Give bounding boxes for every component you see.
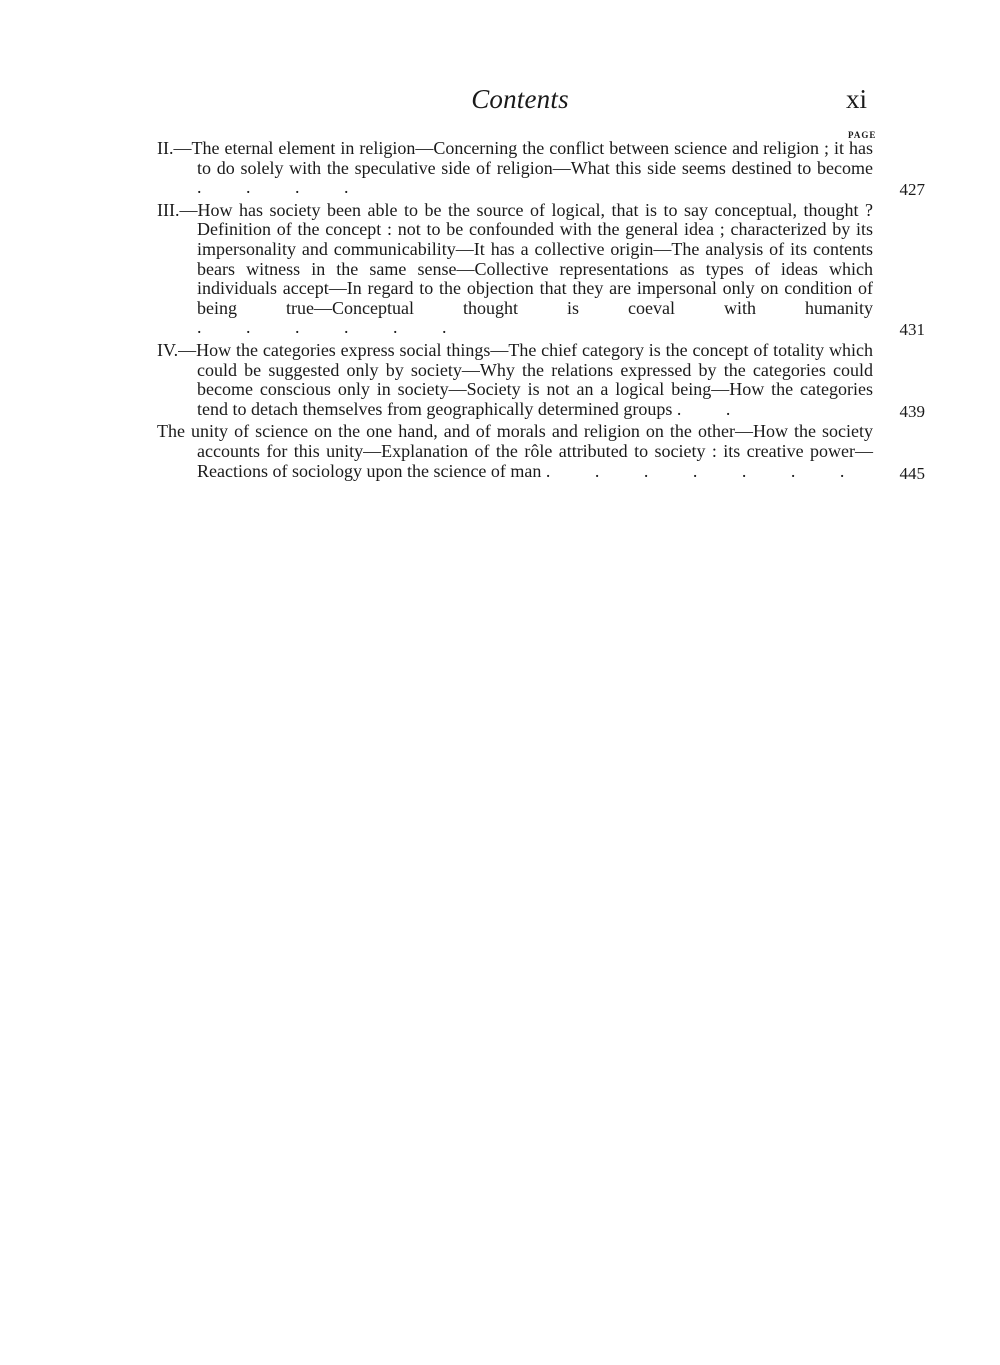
toc-entry-page: 427 bbox=[899, 180, 925, 200]
toc-entry-page: 445 bbox=[899, 463, 925, 483]
toc-entry-page: 431 bbox=[899, 320, 925, 340]
page-column-label: PAGE bbox=[848, 130, 877, 140]
dot-leaders: . . . . . . . bbox=[545, 460, 865, 481]
page-number: xi bbox=[846, 84, 868, 114]
toc-entry bbox=[157, 199, 925, 340]
toc-entry-text: The unity of science on the one hand, and of morals and religion on the other—How the society accounts for this unity—Explanation of the rôle attributed to society : its creative power—Reactions of sociology upon the science of man bbox=[157, 421, 873, 481]
toc-entry-text: IV.—How the categories express social things—The chief category is the concept of totality which could be suggested only by society—Why the relations expressed by the categories could become conscious only in society—Society is not an a logical being—How the categories tend to detach themselves from geographically determined groups bbox=[157, 339, 873, 419]
toc-entry bbox=[157, 339, 925, 421]
toc-entry-text: II.—The eternal element in religion—Concerning the conflict between science and religion ; it has to do solely with the speculative side of religion—What this side seems destined to become bbox=[157, 138, 873, 178]
dot-leaders: . . . . bbox=[197, 177, 369, 198]
running-title: Contents bbox=[471, 84, 569, 114]
toc-entry-text: III.—How has society been able to be the source of logical, that is to say conceptual, thought ? Definition of the concept : not to be confounded with the general idea ; characterized by its impersonality and communicability—It has a collective origin—The analysis of its contents bears witness in the same sense—Collective representations as types of ideas which individuals accept—In regard to the objection that they are impersonal only on condition of being true—Conceptual thought is coeval with humanity bbox=[157, 199, 873, 318]
table-of-contents bbox=[157, 138, 925, 483]
dot-leaders: . . bbox=[676, 398, 751, 419]
toc-entry-page: 439 bbox=[899, 401, 925, 421]
toc-entry bbox=[157, 421, 925, 483]
toc-entry bbox=[157, 138, 925, 200]
dot-leaders: . . . . . . bbox=[197, 317, 467, 338]
